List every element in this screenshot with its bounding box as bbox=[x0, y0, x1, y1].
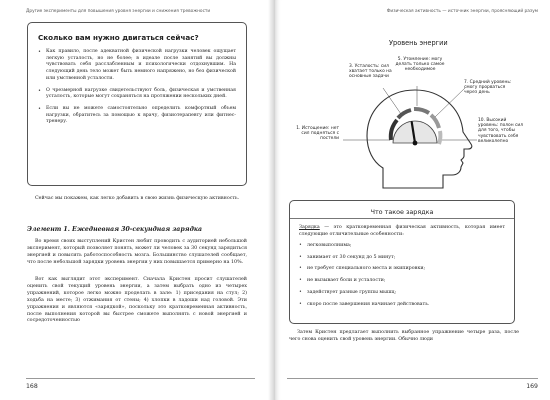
zaryadka-box-title: Что такое зарядка bbox=[370, 208, 434, 216]
gauge-arc-5 bbox=[414, 109, 429, 113]
right-page-number: 169 bbox=[526, 383, 538, 390]
left-folio-rule bbox=[26, 378, 255, 379]
gauge-arc-3 bbox=[398, 110, 411, 118]
energy-diagram-title: Уровень энергии bbox=[389, 39, 448, 47]
what-is-zaryadka-box bbox=[289, 200, 515, 324]
left-page-number: 168 bbox=[26, 383, 38, 390]
right-folio-rule bbox=[287, 378, 538, 379]
leader-line-3 bbox=[383, 88, 401, 114]
zaryadka-feature: • легковыполнима; bbox=[299, 243, 505, 250]
zaryadka-definition-text: — это кратковременная физическая активность, которая имеет следующие отличительные особенности: bbox=[299, 225, 505, 237]
zaryadka-term: Зарядка bbox=[299, 225, 320, 230]
right-running-head: Физическая активность — источник энергии, проясняющий разум bbox=[386, 9, 538, 14]
gauge-arc-10 bbox=[439, 131, 440, 144]
energy-level-10-label: 10. Высокий уровень: полон сил для того, чтобы чувствовать себя великолепно bbox=[478, 118, 524, 144]
closing-paragraph: Затем Кристен предлагает выполнить выбранное упражнение четыре раза, после чего снова оценить свой уровень энергии. Обычно люди bbox=[289, 330, 519, 342]
gutter-shadow bbox=[268, 0, 275, 400]
movement-info-box bbox=[27, 22, 247, 186]
right-page bbox=[275, 0, 550, 400]
zaryadka-feature: • скоро после завершения начинает действовать. bbox=[299, 302, 505, 309]
energy-level-7-label: 7. Средний уровень: смогу прорваться через день bbox=[464, 80, 512, 96]
energy-level-1-label: 1. Истощение: нет сил подняться с постели bbox=[296, 126, 339, 142]
movement-box-item: • Если вы не можете самостоятельно определить комфортный объем нагрузки, обратитесь за помощью к врачу, физиотерапевту или фитнес-тренеру. bbox=[38, 106, 236, 126]
body-paragraph-2: Вот как выглядит этот эксперимент. Сначала Кристен просит слушателей оценить свой текущий уровень энергии, а затем выбрать одно из четырех упражнений, которое легко можно проделать в зале: 1) приседания на стул; 2) ходьба на месте; 3) отжимания от стены; 4) хлопки в ладоши над головой. Эти упражнения и являются «зарядкой», поскольку это кратковременная активность, после выполнения которой вы быстрее сможете выполнять с новой энергией и сосредоточенностью bbox=[27, 277, 247, 324]
body-paragraph-1: Во время своих выступлений Кристен любит проводить с аудиторией небольшой эксперимент, который позволяет понять, может ли человек за 30 секунд зарядиться энергией и повысить работоспособность мозга. Большинство слушателей сообщает, что после небольшой зарядки уровень энергии у них повышается примерно на 10%. bbox=[27, 239, 247, 265]
energy-level-3-label: 3. Усталость: сил хватает только на основные задачи bbox=[349, 64, 392, 80]
zaryadka-feature: • не требует специального места и экипировки; bbox=[299, 266, 505, 273]
element-heading: Элемент 1. Ежедневная 30-секундная зарядка bbox=[27, 226, 203, 233]
movement-box-list bbox=[38, 49, 236, 126]
zaryadka-definition bbox=[299, 225, 505, 239]
zaryadka-box-body bbox=[290, 219, 514, 309]
energy-level-5-label: 5. Утомление: могу делать только самое необходимое bbox=[395, 57, 445, 73]
left-running-head: Другие эксперименты для повышения уровня энергии и снижения тревожности bbox=[26, 9, 211, 14]
zaryadka-feature: • занимает от 30 секунд до 5 минут; bbox=[299, 255, 505, 262]
zaryadka-feature: • задействует разные группы мышц; bbox=[299, 290, 505, 297]
gauge-hub bbox=[413, 141, 418, 146]
movement-box-item: • О чрезмерной нагрузке свидетельствуют боль, физическая и умственная усталость, которые могут сохраняться на протяжении нескольких дней. bbox=[38, 88, 236, 101]
zaryadka-feature: • не вызывает боли и усталости; bbox=[299, 278, 505, 285]
intro-paragraph: Сейчас мы покажем, как легко добавить в свою жизнь физическую активность. bbox=[35, 196, 240, 201]
movement-box-title: Сколько вам нужно двигаться сейчас? bbox=[38, 33, 199, 42]
leader-line-7 bbox=[435, 88, 465, 117]
movement-box-item: • Как правило, после адекватной физической нагрузки человек ощущает легкую усталость, но не более; в идеале после занятий вы должны чувствовать себя расслабленным и психологически отдохнувшим. На следующий день тело может быть немного напряжено, но без физической или умственной усталости. bbox=[38, 49, 236, 83]
